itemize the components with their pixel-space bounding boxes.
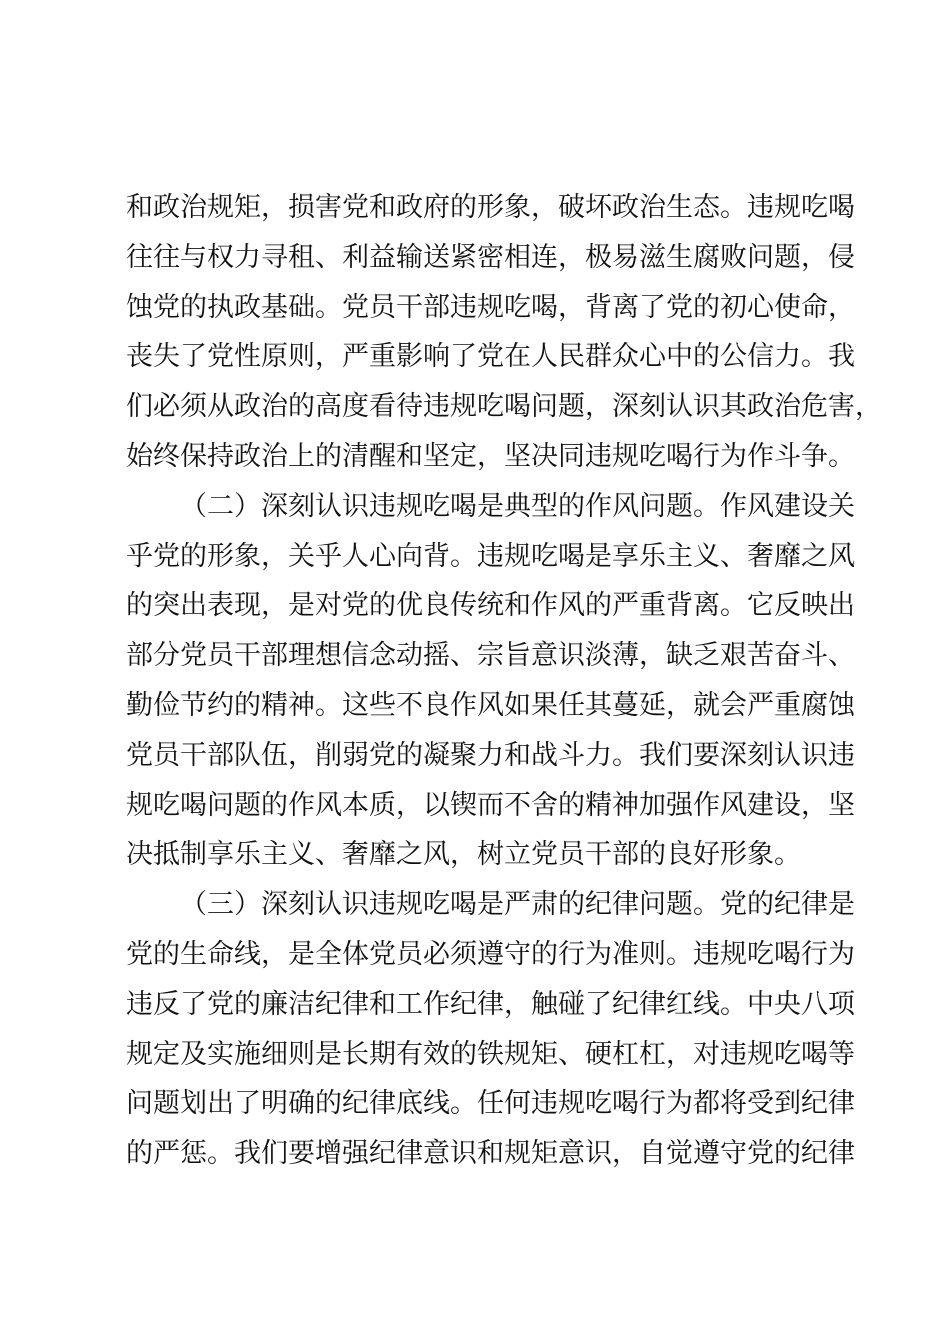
text-line: 的严惩。我们要增强纪律意识和规矩意识，自觉遵守党的纪律	[126, 1138, 855, 1170]
text-line: 决抵制享乐主义、奢靡之风，树立党员干部的良好形象。	[126, 839, 801, 871]
text-line: 党的生命线，是全体党员必须遵守的行为准则。违规吃喝行为	[126, 938, 855, 970]
text-line: 乎党的形象，关乎人心向背。违规吃喝是享乐主义、奢靡之风	[126, 540, 855, 572]
document-body	[126, 183, 882, 1179]
text-line: 蚀党的执政基础。党员干部违规吃喝，背离了党的初心使命，	[126, 291, 855, 323]
text-line: 规定及实施细则是长期有效的铁规矩、硬杠杠，对违规吃喝等	[126, 1038, 855, 1070]
text-line: 党员干部队伍，削弱党的凝聚力和战斗力。我们要深刻认识违	[126, 739, 855, 771]
text-line: 的突出表现，是对党的优良传统和作风的严重背离。它反映出	[126, 590, 855, 622]
text-line: 规吃喝问题的作风本质，以锲而不舍的精神加强作风建设，坚	[126, 789, 855, 821]
text-line: 们必须从政治的高度看待违规吃喝问题，深刻认识其政治危害，	[126, 391, 882, 423]
text-line: 始终保持政治上的清醒和坚定，坚决同违规吃喝行为作斗争。	[126, 440, 855, 472]
text-line: 问题划出了明确的纪律底线。任何违规吃喝行为都将受到纪律	[126, 1088, 855, 1120]
text-line: 和政治规矩，损害党和政府的形象，破坏政治生态。违规吃喝	[126, 192, 855, 223]
paragraph-section-two	[126, 482, 855, 880]
paragraph-continuation	[126, 183, 882, 482]
text-line: 部分党员干部理想信念动摇、宗旨意识淡薄，缺乏艰苦奋斗、	[126, 640, 855, 672]
text-line: 勤俭节约的精神。这些不良作风如果任其蔓延，就会严重腐蚀	[126, 689, 855, 721]
text-line: 往往与权力寻租、利益输送紧密相连，极易滋生腐败问题，侵	[126, 241, 855, 273]
paragraph-section-three	[126, 880, 855, 1179]
text-line: （三）深刻认识违规吃喝是严肃的纪律问题。党的纪律是	[180, 889, 855, 921]
text-line: 丧失了党性原则，严重影响了党在人民群众心中的公信力。我	[126, 341, 855, 373]
text-line: （二）深刻认识违规吃喝是典型的作风问题。作风建设关	[180, 490, 855, 522]
text-line: 违反了党的廉洁纪律和工作纪律，触碰了纪律红线。中央八项	[126, 988, 855, 1020]
